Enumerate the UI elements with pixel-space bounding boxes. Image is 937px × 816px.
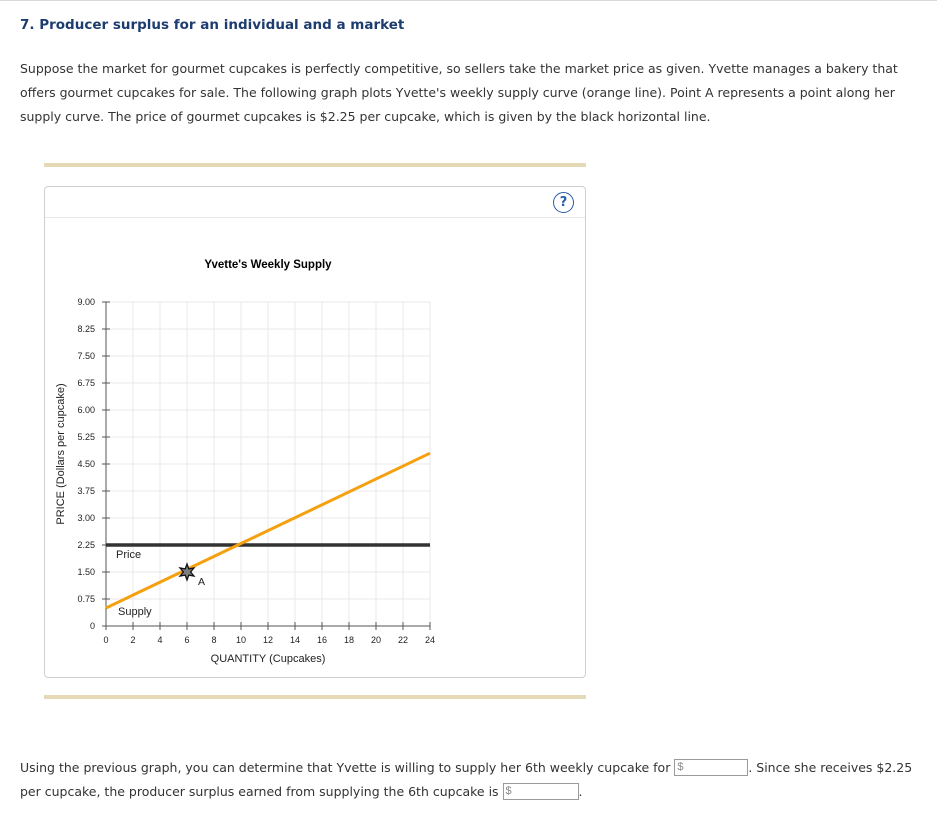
willingness-to-sell-input-box[interactable] — [674, 759, 748, 776]
x-tick-label: 6 — [184, 635, 190, 645]
graph-top-divider — [44, 163, 586, 167]
x-tick-label: 4 — [157, 635, 163, 645]
y-tick-label: 0 — [89, 621, 95, 631]
y-tick-label: 6.00 — [77, 405, 95, 415]
x-tick-label: 20 — [370, 635, 382, 645]
y-tick-label: 3.75 — [77, 486, 95, 496]
y-tick-label: 6.75 — [77, 378, 95, 388]
grid-lines — [106, 302, 430, 626]
x-tick-label: 8 — [211, 635, 217, 645]
x-tick-label: 24 — [424, 635, 436, 645]
x-tick-label: 14 — [289, 635, 301, 645]
y-axis — [77, 297, 110, 631]
y-axis-label: PRICE (Dollars per cupcake) — [55, 383, 67, 525]
y-tick-label: 2.25 — [77, 540, 95, 550]
graph-bottom-divider — [44, 695, 586, 699]
x-tick-label: 16 — [316, 635, 328, 645]
chart-title: Yvette's Weekly Supply — [204, 259, 332, 271]
point-a-label: A — [198, 576, 206, 588]
dollar-sign-1: $ — [677, 760, 684, 773]
y-tick-label: 8.25 — [77, 324, 95, 334]
answer-text-1: Using the previous graph, you can determine that Yvette is willing to supply her 6th weekly cupcake for — [20, 760, 671, 775]
y-tick-label: 0.75 — [77, 594, 95, 604]
willingness-to-sell-input[interactable] — [687, 765, 745, 780]
x-tick-label: 12 — [262, 635, 274, 645]
help-icon[interactable]: ? — [553, 192, 574, 213]
top-divider — [0, 0, 937, 1]
y-tick-label: 9.00 — [77, 297, 95, 307]
y-tick-label: 4.50 — [77, 459, 95, 469]
producer-surplus-input-box[interactable] — [503, 783, 579, 800]
producer-surplus-input[interactable] — [516, 789, 576, 804]
y-tick-label: 7.50 — [77, 351, 95, 361]
y-tick-label: 1.50 — [77, 567, 95, 577]
x-axis — [103, 622, 435, 645]
supply-curve-label: Supply — [118, 606, 152, 618]
question-title: 7. Producer surplus for an individual and a market — [20, 17, 405, 33]
x-tick-label: 22 — [397, 635, 409, 645]
x-tick-label: 0 — [103, 635, 109, 645]
supply-chart[interactable] — [45, 187, 585, 677]
price-line-label: Price — [116, 549, 142, 561]
x-tick-label: 2 — [130, 635, 136, 645]
answer-question — [20, 756, 925, 804]
dollar-sign-2: $ — [505, 784, 512, 797]
y-tick-label: 3.00 — [77, 513, 95, 523]
y-tick-label: 5.25 — [77, 432, 95, 442]
graph-panel — [44, 186, 586, 678]
x-axis-label: QUANTITY (Cupcakes) — [210, 653, 326, 665]
x-tick-label: 10 — [235, 635, 247, 645]
x-tick-label: 18 — [343, 635, 355, 645]
question-intro: Suppose the market for gourmet cupcakes is perfectly competitive, so sellers take the market price as given. Yvette manages a bakery that offers gourmet cupcakes for sale. The following graph plots Yvette's weekly supply curve (orange line). Point A represents a point along her supply curve. The price of gourmet cupcakes is $2.25 per cupcake, which is given by the black horizontal line. — [20, 61, 898, 124]
answer-text-end: . — [578, 784, 583, 799]
answer-text-2: . Since she receives $2.25 per cupcake, the producer surplus earned from supplying the 6th cupcake is — [20, 760, 913, 799]
